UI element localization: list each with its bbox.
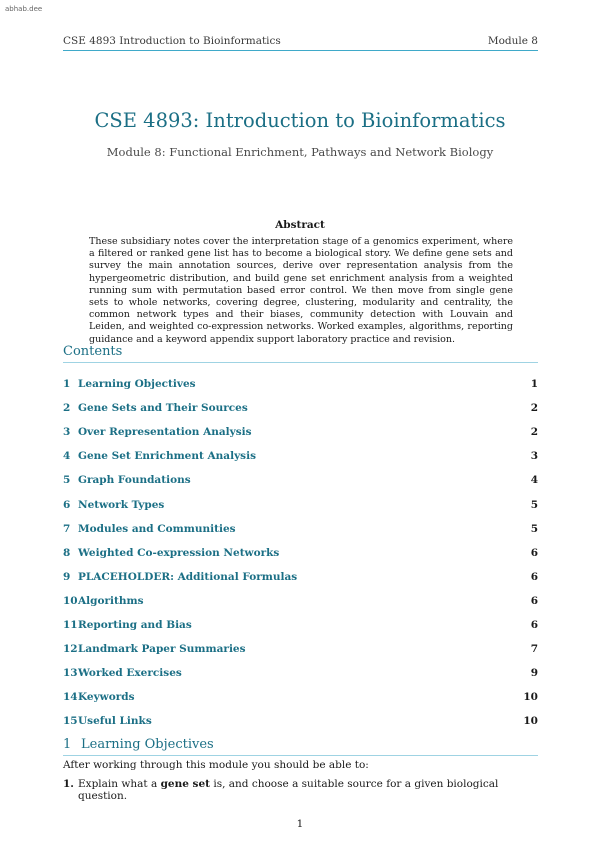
objective-text-after: is, and choose a suitable source for a given biological question. — [78, 778, 499, 802]
section-title: Learning Objectives — [81, 737, 214, 752]
watermark: abhab.dee — [5, 5, 43, 13]
toc-entry-page: 5 — [530, 498, 538, 511]
toc-entry-over-representation[interactable] — [63, 420, 538, 444]
document-title: CSE 4893: Introduction to Bioinformatics — [94, 109, 506, 132]
toc-entry-number: 13 — [63, 667, 78, 680]
toc-entry-network-types[interactable] — [63, 492, 538, 516]
toc-entry-number: 14 — [63, 691, 78, 704]
toc-entry-number: 7 — [63, 522, 71, 535]
toc-entry-title: Useful Links — [78, 715, 152, 728]
toc-entry-algorithms[interactable] — [63, 589, 538, 613]
toc-entry-page: 4 — [530, 474, 538, 487]
toc-entry-page: 9 — [530, 667, 538, 680]
toc-entry-coexpression-networks[interactable] — [63, 541, 538, 565]
toc-entry-page: 5 — [530, 522, 538, 535]
page-number: 1 — [296, 818, 304, 830]
section-intro-text: After working through this module you should be able to: — [63, 759, 369, 771]
toc-entry-page: 6 — [530, 594, 538, 607]
toc-entry-title: Learning Objectives — [78, 378, 196, 391]
toc-entry-page: 7 — [530, 643, 538, 656]
toc-entry-number: 1 — [63, 378, 71, 391]
toc-entry-learning-objectives[interactable] — [63, 372, 538, 396]
toc-entry-title: Weighted Co-expression Networks — [78, 546, 280, 559]
document-subtitle: Module 8: Functional Enrichment, Pathways and Network Biology — [106, 145, 494, 159]
section-heading-learning-objectives — [63, 737, 538, 756]
toc-entry-title: Worked Exercises — [78, 667, 182, 680]
toc-entry-number: 3 — [63, 426, 71, 439]
toc-entry-title: Graph Foundations — [78, 474, 191, 487]
toc-entry-title: Keywords — [78, 691, 135, 704]
table-of-contents — [63, 372, 538, 733]
section-number: 1 — [63, 737, 72, 752]
toc-entry-page: 10 — [523, 715, 538, 728]
toc-entry-title: Landmark Paper Summaries — [78, 643, 246, 656]
toc-entry-page: 6 — [530, 546, 538, 559]
toc-entry-number: 4 — [63, 450, 71, 463]
abstract-text: These subsidiary notes cover the interpretation stage of a genomics experiment, where a filtered or ranked gene list has to become a biological story. We define gene sets and survey the main annotation sources, derive over representation analysis from the hypergeometric distribution, and build gene set enrichment analysis from a weighted running sum with permutation based error control. We then move from single gene sets to whole networks, covering degree, clustering, modularity and centrality, the common network types and their biases, community detection with Louvain and Leiden, and weighted co-expression networks. Worked examples, algorithms, reporting guidance and a keyword appendix support laboratory practice and revision. — [89, 236, 513, 345]
objective-item — [63, 778, 538, 802]
toc-entry-title: Gene Sets and Their Sources — [78, 402, 248, 415]
toc-entry-graph-foundations[interactable] — [63, 468, 538, 492]
toc-entry-keywords[interactable] — [63, 685, 538, 709]
toc-entry-useful-links[interactable] — [63, 709, 538, 733]
toc-entry-page: 3 — [530, 450, 538, 463]
toc-entry-title: Modules and Communities — [78, 522, 236, 535]
objective-text — [78, 778, 538, 802]
header-course-title: CSE 4893 Introduction to Bioinformatics — [63, 35, 281, 47]
toc-entry-number: 10 — [63, 594, 78, 607]
toc-entry-page: 6 — [530, 570, 538, 583]
toc-entry-reporting-bias[interactable] — [63, 613, 538, 637]
running-header — [63, 35, 538, 51]
toc-entry-number: 6 — [63, 498, 71, 511]
toc-entry-title: Gene Set Enrichment Analysis — [78, 450, 256, 463]
objective-term: gene set — [160, 778, 210, 790]
contents-heading: Contents — [63, 344, 538, 363]
toc-entry-worked-exercises[interactable] — [63, 661, 538, 685]
toc-entry-page: 6 — [530, 618, 538, 631]
toc-entry-landmark-papers[interactable] — [63, 637, 538, 661]
toc-entry-gsea[interactable] — [63, 444, 538, 468]
objective-number: 1. — [63, 778, 74, 790]
toc-entry-additional-formulas[interactable] — [63, 565, 538, 589]
toc-entry-title: Over Representation Analysis — [78, 426, 252, 439]
toc-entry-number: 11 — [63, 618, 78, 631]
toc-entry-number: 2 — [63, 402, 71, 415]
toc-entry-number: 12 — [63, 643, 78, 656]
abstract-heading: Abstract — [275, 219, 325, 231]
toc-entry-title: Algorithms — [78, 594, 144, 607]
toc-entry-page: 10 — [523, 691, 538, 704]
toc-entry-number: 5 — [63, 474, 71, 487]
toc-entry-page: 2 — [530, 426, 538, 439]
toc-entry-modules-communities[interactable] — [63, 517, 538, 541]
toc-entry-number: 9 — [63, 570, 71, 583]
objective-text-before: Explain what a — [78, 778, 161, 790]
toc-entry-page: 1 — [530, 378, 538, 391]
toc-entry-title: Reporting and Bias — [78, 618, 192, 631]
toc-entry-number: 15 — [63, 715, 78, 728]
toc-entry-title: Network Types — [78, 498, 165, 511]
toc-entry-gene-sets[interactable] — [63, 396, 538, 420]
toc-entry-title: PLACEHOLDER: Additional Formulas — [78, 570, 298, 583]
toc-entry-number: 8 — [63, 546, 71, 559]
toc-entry-page: 2 — [530, 402, 538, 415]
header-module-label: Module 8 — [487, 35, 538, 47]
